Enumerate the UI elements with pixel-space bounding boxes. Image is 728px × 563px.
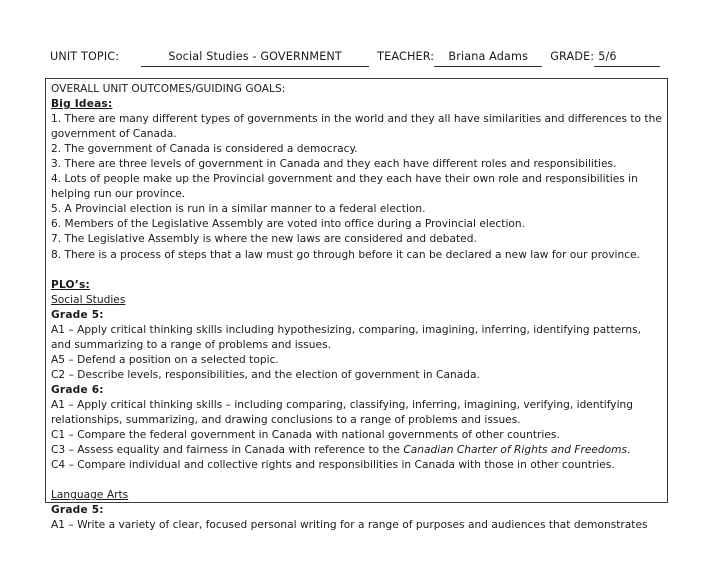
subject-label: Language Arts [51, 489, 129, 502]
big-idea-item: 4. Lots of people make up the Provincial government and they each have their own role and responsibilities in helping run our province. [51, 173, 638, 201]
plo-item-c3 [51, 443, 662, 458]
plo-item: C1 – Compare the federal government in Canada with national governments of other countries. [51, 429, 560, 442]
subject-heading-language-arts [51, 488, 662, 503]
plo-item: A1 – Write a variety of clear, focused personal writing for a range of purposes and audiences that demonstrates [51, 519, 648, 532]
plo-item: A5 – Defend a position on a selected topic. [51, 353, 279, 366]
big-idea-item: 2. The government of Canada is considered a democracy. [51, 143, 358, 156]
document-header [50, 49, 680, 67]
grade5-heading: Grade 5: [51, 308, 104, 321]
plo-item: A1 – Apply critical thinking skills – including comparing, classifying, inferring, imagining, verifying, identifying relationships, summarizing, and drawing conclusions to a range of problems and issues. [51, 398, 634, 427]
section-title: OVERALL UNIT OUTCOMES/GUIDING GOALS: [51, 83, 286, 95]
big-idea-item: 6. Members of the Legislative Assembly are voted into office during a Provincial election. [51, 218, 526, 231]
unit-topic-value[interactable]: Social Studies - GOVERNMENT [141, 49, 369, 67]
c3-suffix: . [627, 444, 631, 457]
subject-heading-social-studies [51, 293, 662, 308]
big-ideas-heading: Big Ideas: [51, 98, 113, 111]
spacer [51, 263, 662, 278]
subject-label: Social Studies [51, 293, 126, 306]
spacer [51, 473, 662, 488]
grade-value[interactable]: 5/6 [594, 49, 660, 67]
teacher-value[interactable]: Briana Adams [434, 49, 542, 67]
teacher-label: TEACHER: [377, 50, 435, 63]
big-idea-item: 7. The Legislative Assembly is where the new laws are considered and debated. [51, 233, 477, 246]
la-grade5-heading: Grade 5: [51, 504, 104, 517]
c3-italic-title: Canadian Charter of Rights and Freedoms [403, 444, 628, 457]
grade-label: GRADE: [550, 50, 595, 63]
big-idea-item: 3. There are three levels of government in Canada and they each have different roles and responsibilities. [51, 158, 617, 171]
c3-prefix: C3 – Assess equality and fairness in Canada with reference to the [51, 444, 404, 457]
grade6-heading: Grade 6: [51, 383, 104, 396]
unit-topic-label: UNIT TOPIC: [50, 50, 120, 63]
plo-item: C2 – Describe levels, responsibilities, and the election of government in Canada. [51, 368, 480, 381]
overall-unit-outcomes-box [45, 78, 668, 532]
big-idea-item: 8. There is a process of steps that a law must go through before it can be declared a new law for our province. [51, 248, 640, 261]
plo-item-c4: C4 – Compare individual and collective rights and responsibilities in Canada with those in other countries. [51, 459, 615, 472]
plo-item: A1 – Apply critical thinking skills including hypothesizing, comparing, imagining, inferring, identifying patterns, and summarizing to a range of problems and issues. [51, 323, 642, 351]
plos-heading: PLO’s: [51, 278, 90, 291]
big-idea-item: 5. A Provincial election is run in a similar manner to a federal election. [51, 203, 426, 216]
big-idea-item: 1. There are many different types of governments in the world and they all have similarities and differences to the government of Canada. [51, 113, 662, 141]
